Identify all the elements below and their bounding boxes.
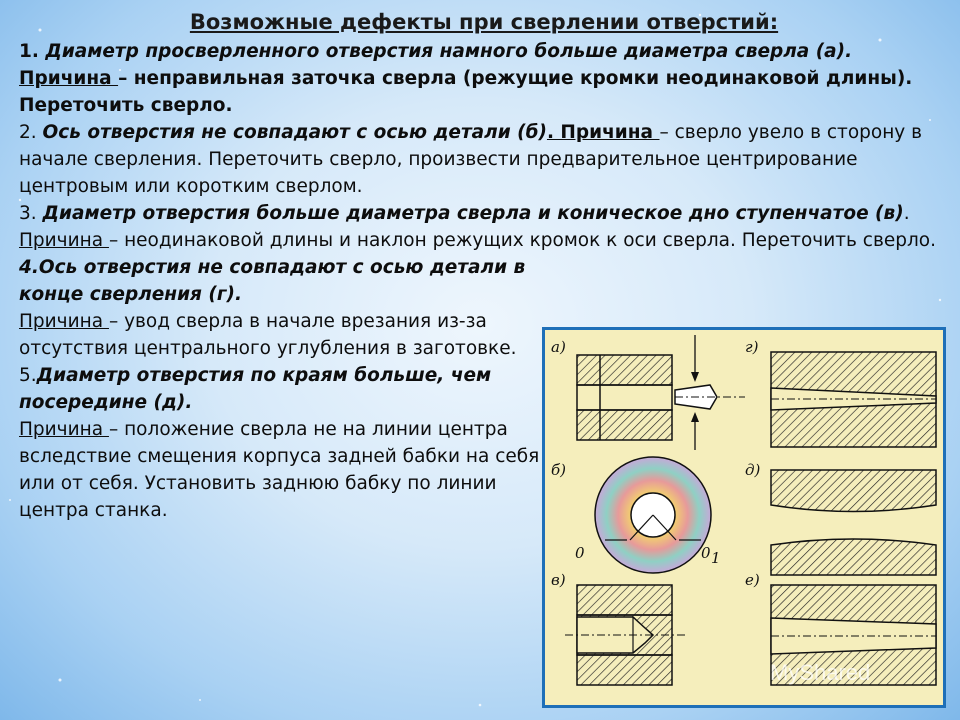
defect-item-2 — [19, 119, 949, 200]
defect-item-4 — [19, 254, 549, 362]
defect-item-1 — [19, 38, 949, 119]
defects-diagram — [542, 327, 946, 708]
defect-item-5 — [19, 362, 549, 524]
narrow-column — [19, 254, 549, 524]
item5-defect: Диаметр отверстия по краям больше, чем посередине (д). — [19, 365, 492, 413]
item2-reason: – сверло увело в сторону в начале сверления. Переточить сверло, произвести предварительное центрирование центровым или коротким сверлом. — [19, 122, 923, 197]
item1-reason-label: Причина — [19, 68, 119, 89]
item4-reason-label: Причина — [19, 311, 109, 332]
watermark-logo: MyShared — [770, 660, 871, 685]
item2-defect: Ось отверстия не совпадают с осью детали (б) — [42, 122, 547, 143]
label-b: б) — [551, 461, 567, 479]
item1-reason: – неправильная заточка сверла (режущие кромки неодинаковой длины). Переточить сверло. — [19, 68, 913, 116]
item4-reason: – увод сверла в начале врезания из-за отсутствия центрального углубления в заготовке. — [19, 311, 517, 359]
defect-item-3 — [19, 200, 949, 254]
item2-number: 2. — [19, 122, 43, 143]
drawing-a — [577, 335, 745, 450]
item3-reason: – неодинаковой длины и наклон режущих кромок к оси сверла. Переточить сверло. — [108, 230, 936, 251]
axis-label-o1-subscript: 1 — [711, 549, 721, 567]
item5-number: 5. — [19, 365, 37, 386]
item3-separator: . — [903, 203, 910, 224]
item5-reason-label: Причина — [19, 419, 109, 440]
page-title: Возможные дефекты при сверлении отверстий: — [189, 10, 779, 34]
item3-number: 3. — [19, 203, 43, 224]
item4-defect: 4.Ось отверстия не совпадают с осью детали в конце сверления (г). — [19, 257, 526, 305]
label-v: в) — [551, 571, 566, 589]
axis-label-o: 0 — [575, 544, 585, 562]
axis-label-o1: 0 — [701, 544, 711, 562]
drawing-d — [771, 470, 936, 575]
label-a: а) — [551, 338, 566, 356]
drawing-b — [595, 457, 711, 573]
label-e: е) — [745, 571, 760, 589]
drawing-v — [565, 585, 685, 685]
item1-number: 1. — [19, 41, 46, 62]
item3-reason-label: Причина — [19, 230, 109, 251]
item1-defect: Диаметр просверленного отверстия намного больше диаметра сверла (а). — [45, 41, 853, 62]
item3-defect: Диаметр отверстия больше диаметра сверла и коническое дно ступенчатое (в) — [42, 203, 904, 224]
drawing-g — [771, 352, 936, 447]
label-d: д) — [745, 461, 761, 479]
item5-reason: – положение сверла не на линии центра вследствие смещения корпуса задней бабки на себя или от себя. Установить заднюю бабку по линии центра станка. — [19, 419, 540, 521]
item2-reason-label: . Причина — [546, 122, 660, 143]
label-g: г) — [745, 338, 759, 356]
